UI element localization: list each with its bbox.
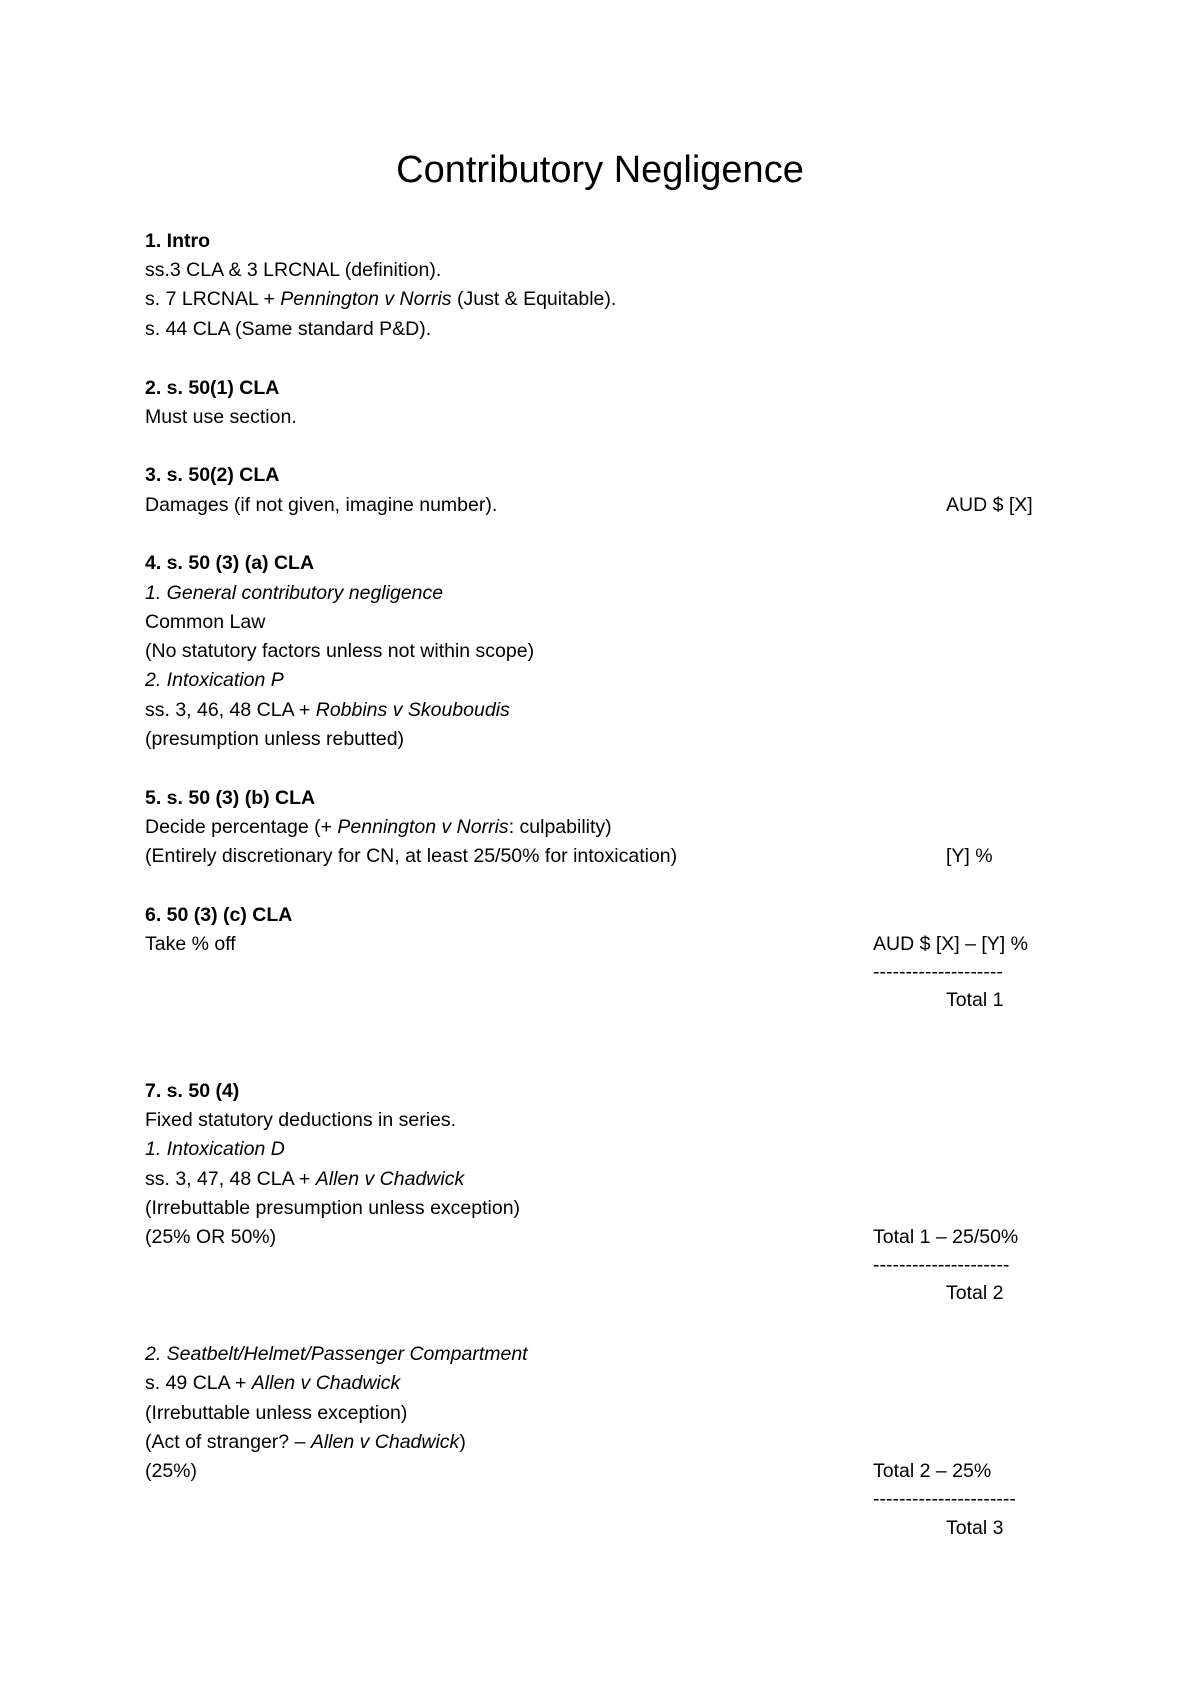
- text: s. 7 LRCNAL +: [145, 288, 281, 310]
- calculation-line: Total 2 – 25%: [873, 1460, 992, 1482]
- section-3-heading: 3. s. 50(2) CLA: [145, 464, 280, 486]
- rule-line: ---------------------: [873, 1254, 1010, 1276]
- section-7-heading: 7. s. 50 (4): [145, 1080, 240, 1102]
- section-7-line-4: (25% OR 50%): [145, 1226, 277, 1248]
- text: Decide percentage (+: [145, 816, 338, 838]
- section-1-line-3: s. 44 CLA (Same standard P&D).: [145, 318, 432, 340]
- section-3-line-1: Damages (if not given, imagine number).: [145, 494, 498, 516]
- text: (Just & Equitable).: [451, 288, 617, 310]
- percentage-value: [Y] %: [946, 845, 993, 867]
- case-name: Allen v Chadwick: [310, 1431, 460, 1453]
- total-2-label: Total 2: [946, 1282, 1004, 1304]
- section-7-line-3: (Irrebuttable presumption unless exception): [145, 1197, 521, 1219]
- section-7-subheading-2: 2. Seatbelt/Helmet/Passenger Compartment: [145, 1343, 528, 1365]
- damages-amount: AUD $ [X]: [946, 494, 1033, 516]
- section-5-line-2: (Entirely discretionary for CN, at least 25/50% for intoxication): [145, 845, 678, 867]
- section-7-subheading-1: 1. Intoxication D: [145, 1138, 285, 1160]
- case-name: Robbins v Skouboudis: [315, 699, 510, 721]
- section-2-line-1: Must use section.: [145, 406, 297, 428]
- section-5-heading: 5. s. 50 (3) (b) CLA: [145, 787, 316, 809]
- section-7-line-7: [145, 1429, 466, 1455]
- section-4-subheading-2: 2. Intoxication P: [145, 669, 284, 691]
- section-4-line-1: Common Law: [145, 611, 266, 633]
- text: s. 49 CLA +: [145, 1372, 252, 1394]
- section-5-line-1: [145, 814, 612, 840]
- section-7-line-6: (Irrebuttable unless exception): [145, 1402, 408, 1424]
- section-4-line-2: (No statutory factors unless not within scope): [145, 640, 535, 662]
- page-title: Contributory Negligence: [396, 149, 804, 191]
- total-3-label: Total 3: [946, 1517, 1004, 1539]
- text: : culpability): [508, 816, 612, 838]
- calculation-line: AUD $ [X] – [Y] %: [873, 933, 1028, 955]
- section-4-heading: 4. s. 50 (3) (a) CLA: [145, 552, 315, 574]
- text: ss. 3, 46, 48 CLA +: [145, 699, 316, 721]
- text: ): [459, 1431, 466, 1453]
- case-name: Pennington v Norris: [280, 288, 452, 310]
- section-6-line-1: Take % off: [145, 933, 236, 955]
- total-1-label: Total 1: [946, 989, 1004, 1011]
- section-1-line-2: [145, 286, 616, 312]
- rule-line: --------------------: [873, 961, 1003, 983]
- section-4-subheading-1: 1. General contributory negligence: [145, 582, 444, 604]
- case-name: Allen v Chadwick: [315, 1168, 465, 1190]
- calculation-line: Total 1 – 25/50%: [873, 1226, 1019, 1248]
- text: ss. 3, 47, 48 CLA +: [145, 1168, 316, 1190]
- section-7-line-8: (25%): [145, 1460, 198, 1482]
- section-2-heading: 2. s. 50(1) CLA: [145, 377, 280, 399]
- section-4-line-3: [145, 697, 510, 723]
- case-name: Allen v Chadwick: [251, 1372, 401, 1394]
- section-7-line-5: [145, 1370, 400, 1396]
- rule-line: ----------------------: [873, 1488, 1016, 1510]
- section-1-line-1: ss.3 CLA & 3 LRCNAL (definition).: [145, 259, 442, 281]
- section-7-line-2: [145, 1166, 464, 1192]
- section-4-line-4: (presumption unless rebutted): [145, 728, 405, 750]
- text: (Act of stranger? –: [145, 1431, 311, 1453]
- section-7-line-1: Fixed statutory deductions in series.: [145, 1109, 457, 1131]
- section-1-heading: 1. Intro: [145, 230, 211, 252]
- section-6-heading: 6. 50 (3) (c) CLA: [145, 904, 293, 926]
- case-name: Pennington v Norris: [337, 816, 509, 838]
